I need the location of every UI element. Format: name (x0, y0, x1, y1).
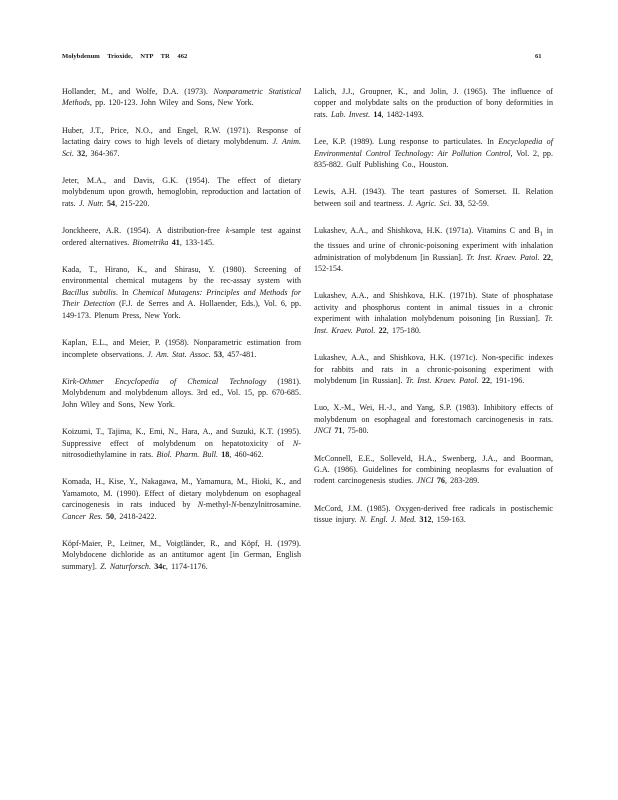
running-title: Molybdenum Trioxide, NTP TR 462 (62, 53, 188, 60)
reference-entry: McCord, J.M. (1985). Oxygen-derived free radicals in postischemic tissue injury. N. Engl. J. Med. 312, 159-163. (314, 503, 553, 525)
reference-entry: Lalich, J.J., Groupner, K., and Jolin, J. (1965). The influence of copper and molybdate salts on the production of bony deformities in rats. Lab. Invest. 14, 1482-1493. (314, 87, 553, 119)
reference-entry: Köpf-Maier, P., Leitner, M., Voigtländer, R., and Köpf, H. (1979). Molybdocene dichloride as an antitumor agent [in German, English summary]. Z. Naturforsch. 34c, 1174-1176. (62, 538, 301, 571)
reference-entry: Luo, X.-M., Wei, H.-J., and Yang, S.P. (1983). Inhibitory effects of molybdenum on esophageal and forestomach carcinogenesis in rats. JNCI 71, 75-80. (314, 403, 553, 436)
reference-entry: Lukashev, A.A., and Shishkova, H.K. (1971a). Vitamins C and $B_1$ in the tissues and urine of chronic-poisoning experiment with inhalation administration of molybdenum [in Russian]. Tr. Inst. Kraev. Patol. 22, 152-154. (314, 226, 553, 274)
page-number: 61 (535, 53, 542, 60)
reference-entry: Jeter, M.A., and Davis, G.K. (1954). The effect of dietary molybdenum upon growth, hemoglobin, reproduction and lactation of rats. J. Nutr. 54, 215-220. (62, 176, 301, 208)
reference-entry: Kaplan, E.L., and Meier, P. (1958). Nonparametric estimation from incomplete observations. J. Am. Stat. Assoc. 53, 457-481. (62, 338, 301, 359)
reference-entry: Jonckheere, A.R. (1954). A distribution-free k-sample test against ordered alternatives. Biometrika 41, 133-145. (62, 226, 301, 247)
references-column-right (314, 86, 553, 542)
references-column-left (62, 86, 301, 588)
reference-entry: Kirk-Othmer Encyclopedia of Chemical Technology (1981). Molybdenum and molybdenum alloys. 3rd ed., Vol. 15, pp. 670-685. John Wiley and Sons, New York. (62, 376, 301, 409)
reference-entry: Komada, H., Kise, Y., Nakagawa, M., Yamamura, M., Hioki, K., and Yamamoto, M. (1990). Effect of dietary molybdenum on esophageal carcinogenesis in rats induced by N-methyl-N-benzylnitrosamine. Cancer Res. 50, 2418-2422. (62, 477, 301, 521)
reference-entry: Lee, K.P. (1989). Lung response to particulates. In Encyclopedia of Environmental Control Technology: Air Pollution Control, Vol. 2, pp. 835-882. Gulf Publishing Co., Houston. (314, 137, 553, 170)
reference-entry: Lukashev, A.A., and Shishkova, H.K. (1971c). Non-specific indexes for rabbits and rats in a chronic-poisoning experiment with molybdenum [in Russian]. Tr. Inst. Kraev. Patol. 22, 191-196. (314, 353, 553, 385)
reference-entry: Kada, T., Hirano, K., and Shirasu, Y. (1980). Screening of environmental chemical mutagens by the rec-assay system with Bacillus subtilis. In Chemical Mutagens: Principles and Methods for Their Detection (F.J. de Serres and A. Hollaender, Eds.), Vol. 6, pp. 149-173. Plenum Press, New York. (62, 265, 301, 320)
reference-entry: Lukashev, A.A., and Shishkova, H.K. (1971b). State of phosphatase activity and phosphorus content in animal tissues in a chronic experiment with inhalation molybdenum poisoning [in Russian]. Tr. Inst. Kraev. Patol. 22, 175-180. (314, 291, 553, 335)
reference-entry: Huber, J.T., Price, N.O., and Engel, R.W. (1971). Response of lactating dairy cows to high levels of dietary molybdenum. J. Anim. Sci. 32, 364-367. (62, 125, 301, 158)
reference-entry: Koizumi, T., Tajima, K., Emi, N., Hara, A., and Suzuki, K.T. (1995). Suppressive effect of molybdenum on hepatotoxicity of N-nitrosodiethylamine in rats. Biol. Pharm. Bull. 18, 460-462. (62, 427, 301, 459)
reference-entry: Lewis, A.H. (1943). The teart pastures of Somerset. II. Relation between soil and teartness. J. Agric. Sci. 33, 52-59. (314, 187, 553, 208)
reference-entry: McConnell, E.E., Solleveld, H.A., Swenberg, J.A., and Boorman, G.A. (1986). Guidelines for combining neoplasms for evaluation of rodent carcinogenesis studies. JNCI 76, 283-289. (314, 453, 553, 486)
reference-entry: Hollander, M., and Wolfe, D.A. (1973). Nonparametric Statistical Methods, pp. 120-123. John Wiley and Sons, New York. (62, 87, 301, 108)
